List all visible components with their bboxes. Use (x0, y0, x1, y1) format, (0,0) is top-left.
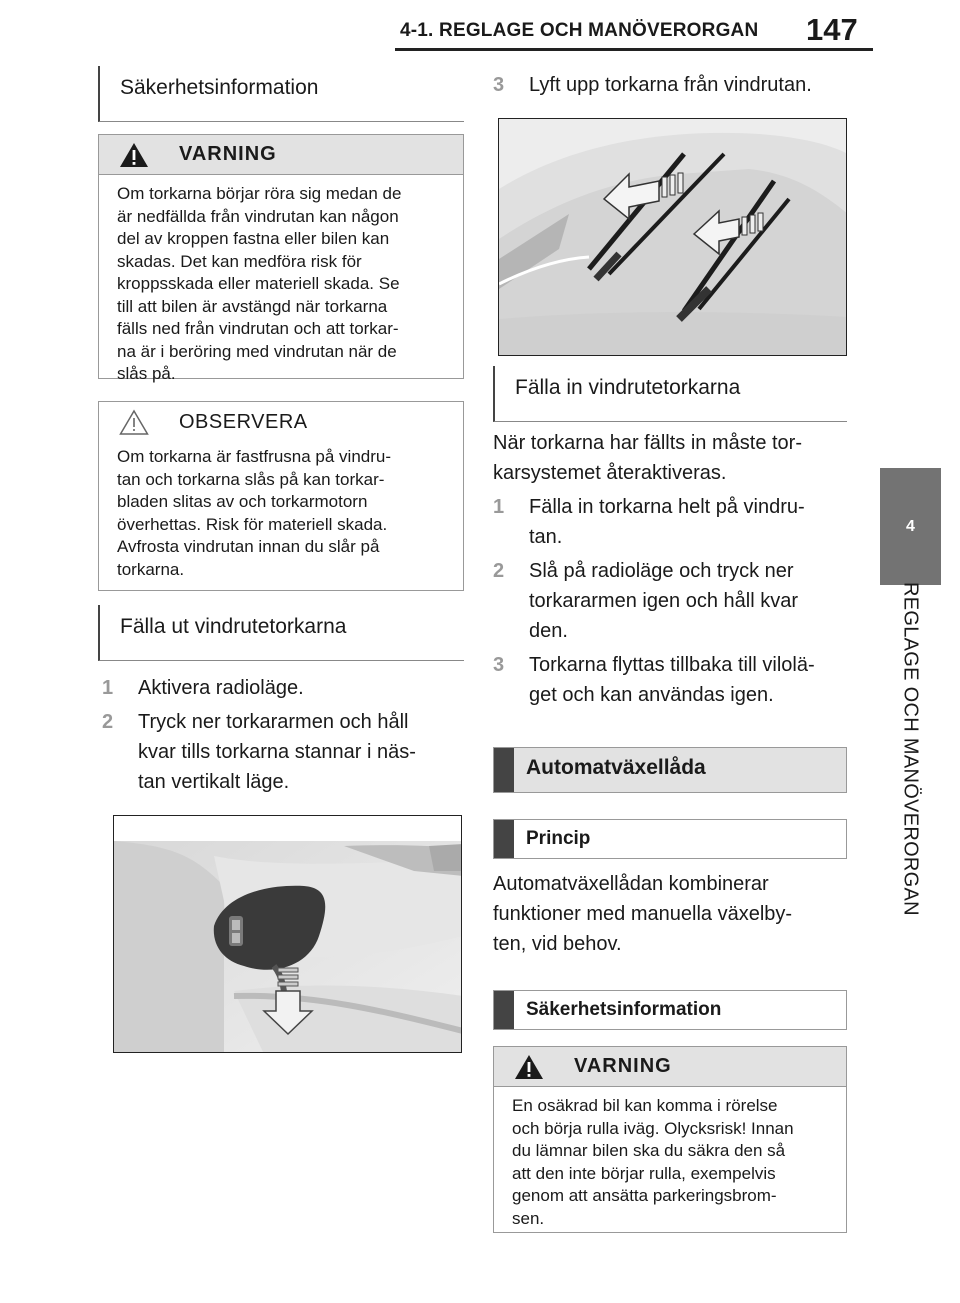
heading-fold-in: Fälla in vindrutetorkarna (493, 366, 847, 422)
warning-line: fälls ned från vindrutan och att torkar- (117, 319, 399, 338)
intro-line: När torkarna har fällts in måste tor- (493, 432, 802, 454)
fold-out-steps (98, 673, 464, 797)
principle-line: Automatväxellådan kombinerar (493, 873, 769, 895)
heading-fold-out: Fälla ut vindrutetorkarna (98, 605, 464, 661)
warning-line: genom att ansätta parkeringsbrom- (512, 1186, 777, 1205)
heading-bar (494, 991, 514, 1029)
chapter-tab-number: 4 (906, 517, 915, 535)
notice-triangle-icon (119, 409, 149, 435)
warning-label: VARNING (574, 1055, 672, 1077)
warning-triangle-icon (514, 1054, 544, 1080)
intro-line: karsystemet återaktiveras. (493, 462, 727, 484)
heading-bar (494, 748, 514, 792)
fold-in-intro (493, 428, 847, 488)
chapter-side-title: REGLAGE OCH MANÖVERORGAN (899, 582, 922, 916)
wiper-stalk-image (114, 816, 462, 1053)
warning-header-2 (494, 1047, 846, 1087)
step-item (493, 556, 847, 646)
warning-line: na är i beröring med vindrutan när de (117, 341, 397, 361)
warning-line: är nedfällda från vindrutan kan någon (117, 206, 399, 226)
step-number: 1 (493, 496, 505, 518)
step-number: 2 (102, 711, 114, 733)
warning-line: slås på. (117, 364, 176, 383)
step-item (102, 707, 464, 797)
header-rule (395, 48, 873, 51)
notice-line: bladen slitas av och torkarmotorn (117, 492, 368, 511)
warning-line: till att bilen är avstängd när torkarna (117, 296, 388, 316)
heading-safety-info-2 (493, 990, 847, 1030)
warning-line: du lämnar bilen ska du säkra den så (512, 1141, 786, 1160)
wiper-stalk-illustration (113, 815, 462, 1053)
notice-line: överhettas. Risk för materiell skada. (117, 514, 388, 534)
step-line: get och kan användas igen. (529, 684, 774, 706)
warning-line: att den inte börjar rulla, exempelvis (512, 1163, 776, 1183)
step-number: 3 (493, 654, 505, 676)
notice-line: torkarna. (117, 559, 185, 579)
warning-line: och börja rulla iväg. Olycksrisk! Innan (512, 1118, 794, 1138)
warning-line: Om torkarna börjar röra sig medan de (117, 184, 402, 203)
warning-line: kroppsskada eller materiell skada. Se (117, 274, 400, 293)
warning-box (98, 134, 464, 383)
step-line: Aktivera radioläge. (138, 677, 304, 699)
notice-line: Om torkarna är fastfrusna på vindru- (117, 447, 392, 466)
warning-box-2 (493, 1046, 847, 1233)
heading-text: Automatväxellåda (526, 756, 706, 779)
heading-safety-info: Säkerhetsinformation (98, 66, 464, 122)
notice-text (99, 442, 463, 595)
left-column (98, 66, 464, 797)
notice-line: tan och torkarna slås på kan torkar- (117, 469, 385, 489)
step-line: Torkarna flyttas tillbaka till vilolä- (529, 654, 815, 676)
page-number: 147 (806, 12, 858, 47)
principle-line: funktioner med manuella växelby- (493, 903, 793, 925)
warning-triangle-icon (119, 142, 149, 168)
right-column (493, 66, 847, 1228)
chapter-tab (880, 468, 941, 585)
principle-line: ten, vid behov. (493, 933, 622, 955)
step-number: 1 (102, 677, 114, 699)
warning-label: VARNING (179, 143, 277, 165)
step-line: torkararmen igen och håll kvar (529, 590, 799, 612)
step-text: Lyft upp torkarna från vindrutan. (529, 74, 812, 96)
warning-line: sen. (512, 1208, 545, 1228)
step-item (493, 492, 847, 552)
notice-label: OBSERVERA (179, 410, 308, 433)
heading-principle (493, 819, 847, 859)
notice-box (98, 401, 464, 591)
windshield-wipers-image (499, 119, 847, 356)
step-item (493, 650, 847, 710)
step-item (102, 673, 464, 703)
step-text (529, 492, 805, 552)
heading-text: Säkerhetsinformation (526, 999, 722, 1020)
step-line: Slå på radioläge och tryck ner (529, 560, 794, 582)
notice-header (99, 402, 463, 442)
step-line: Fälla in torkarna helt på vindru- (529, 496, 805, 518)
step-text (138, 707, 416, 797)
step-item (493, 70, 847, 100)
step-line: den. (529, 620, 568, 642)
warning-text (99, 175, 463, 400)
step-line: kvar tills torkarna stannar i näs- (138, 741, 416, 763)
step-line: Tryck ner torkararmen och håll (138, 711, 409, 733)
warning-line: En osäkrad bil kan komma i rörelse (512, 1096, 778, 1115)
page-header-title: 4-1. REGLAGE OCH MANÖVERORGAN (400, 20, 759, 41)
windshield-wipers-illustration (498, 118, 847, 356)
warning-text-2 (494, 1087, 846, 1244)
notice-line: Avfrosta vindrutan innan du slår på (117, 537, 380, 556)
step-line: tan. (529, 526, 563, 548)
heading-automatic-transmission (493, 747, 847, 793)
step-number: 3 (493, 74, 505, 96)
heading-bar (494, 820, 514, 858)
warning-line: skadas. Det kan medföra risk för (117, 251, 362, 271)
warning-header (99, 135, 463, 175)
fold-in-section (493, 428, 847, 710)
step-text (138, 673, 304, 703)
warning-line: del av kroppen fastna eller bilen kan (117, 229, 390, 248)
step-line: tan vertikalt läge. (138, 771, 290, 793)
principle-text (493, 869, 847, 959)
heading-text: Princip (526, 828, 591, 849)
step-text (529, 556, 798, 646)
step-text (529, 650, 815, 710)
step-number: 2 (493, 560, 505, 582)
